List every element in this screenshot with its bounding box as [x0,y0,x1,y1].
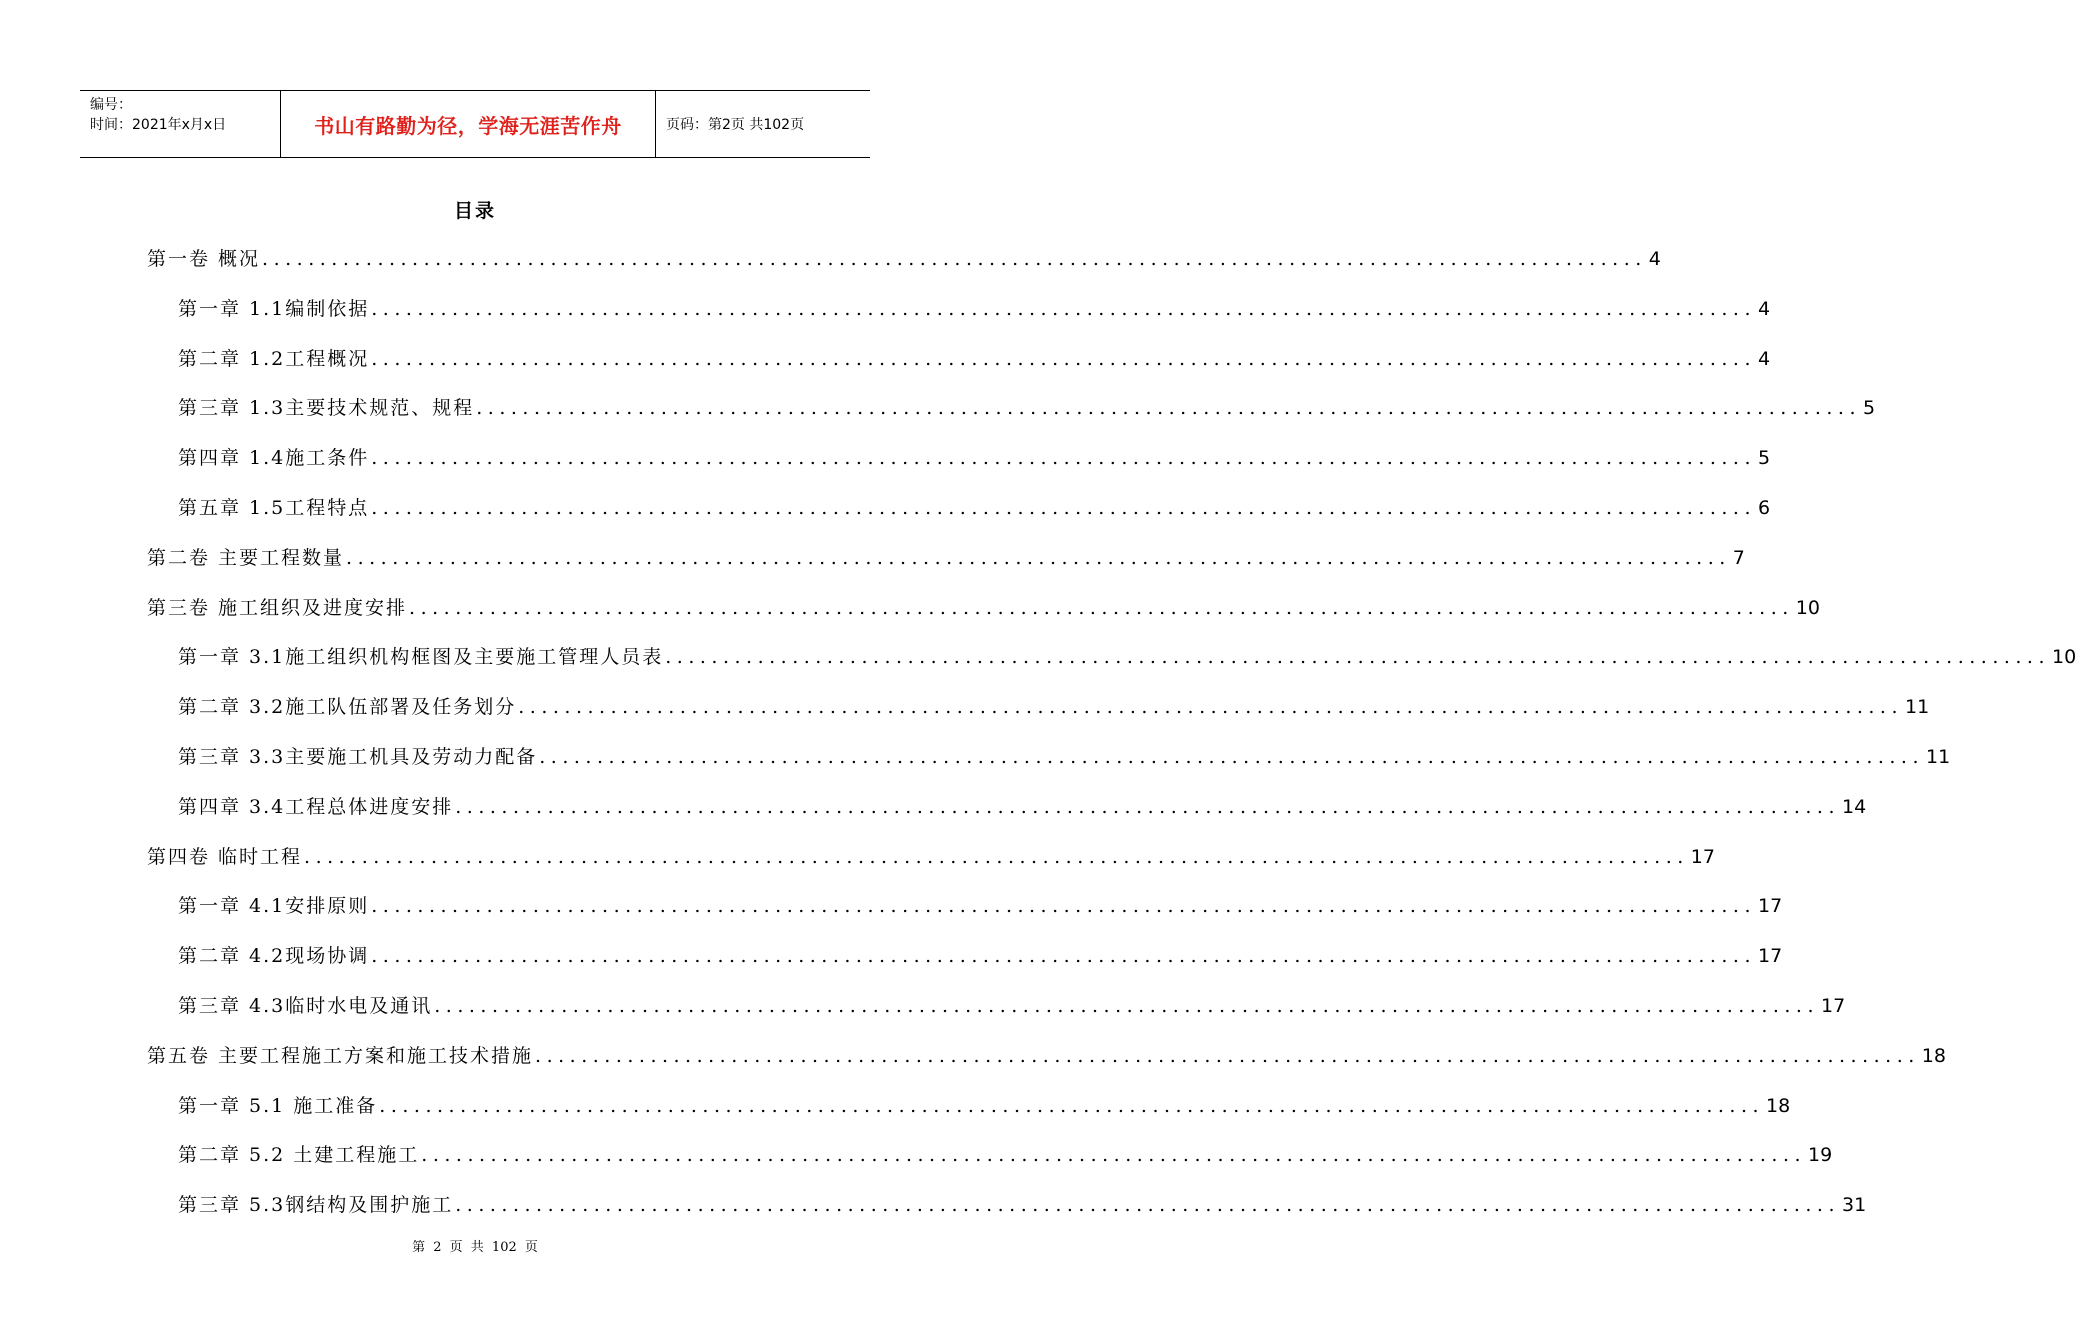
toc-entry[interactable] [178,1091,1791,1121]
toc-entry[interactable] [178,393,1876,423]
toc-dot-leader: ........................................................................................................................ [409,597,1794,619]
toc-entry-page: 6 [1758,497,1771,519]
toc-entry-page: 11 [1905,696,1930,718]
header-meta-cell [80,91,281,157]
toc-entry-page: 18 [1921,1045,1946,1067]
toc-entry-label: 第一章 4.1安排原则 [178,895,370,917]
toc-entry[interactable] [147,543,1745,573]
toc-dot-leader: ........................................................................................................................ [539,746,1925,768]
toc-entry-label: 第四章 3.4工程总体进度安排 [178,796,454,818]
toc-entry-page: 4 [1758,298,1771,320]
toc-entry[interactable] [178,344,1771,374]
toc-dot-leader: ........................................................................................................................ [346,547,1731,569]
page-footer: 第 2 页 共 102 页 [412,1240,538,1255]
toc-entry[interactable] [178,1190,1867,1220]
toc-dot-leader: ........................................................................................................................ [455,1194,1841,1216]
toc-entry[interactable] [147,842,1715,872]
toc-entry-page: 11 [1926,746,1951,768]
toc-entry-label: 第三卷 施工组织及进度安排 [147,597,408,619]
toc-entry-label: 第二章 5.2 土建工程施工 [178,1144,420,1166]
toc-entry-page: 10 [1795,597,1820,619]
toc-entry-label: 第一章 3.1施工组织机构框图及主要施工管理人员表 [178,646,664,668]
toc-dot-leader: ........................................................................................................................ [371,348,1757,370]
toc-dot-leader: ........................................................................................................................ [455,796,1841,818]
toc-entry[interactable] [178,941,1783,971]
header-motto: 书山有路勤为径，学海无涯苦作舟 [281,91,656,157]
toc-entry-page: 17 [1758,895,1783,917]
toc-dot-leader: ........................................................................................................................ [665,646,2051,668]
toc-entry-page: 7 [1732,547,1745,569]
toc-entry[interactable] [178,1140,1833,1170]
toc-dot-leader: ........................................................................................................................ [371,945,1757,967]
toc-entry-page: 17 [1821,995,1846,1017]
toc-entry[interactable] [178,742,1951,772]
toc-entry-page: 19 [1808,1144,1833,1166]
toc-dot-leader: ........................................................................................................................ [434,995,1820,1017]
toc-entry-label: 第三章 5.3钢结构及围护施工 [178,1194,454,1216]
toc-entry[interactable] [178,294,1771,324]
toc-entry-label: 第三章 4.3临时水电及通讯 [178,995,433,1017]
toc-dot-leader: ........................................................................................................................ [262,248,1647,270]
toc-entry-label: 第四章 1.4施工条件 [178,447,370,469]
toc-entry[interactable] [178,443,1771,473]
toc-entry-label: 第一卷 概况 [147,248,261,270]
toc-entry-label: 第二章 1.2工程概况 [178,348,370,370]
toc-entry-page: 14 [1842,796,1867,818]
toc-entry-label: 第一章 1.1编制依据 [178,298,370,320]
toc-entry-page: 10 [2052,646,2076,668]
toc-entry[interactable] [178,991,1846,1021]
toc-entry[interactable] [147,593,1820,623]
toc-entry-label: 第五卷 主要工程施工方案和施工技术措施 [147,1045,534,1067]
toc-entry-page: 31 [1842,1194,1867,1216]
toc-entry-page: 17 [1758,945,1783,967]
toc-entry-label: 第四卷 临时工程 [147,846,303,868]
toc-dot-leader: ........................................................................................................................ [421,1144,1807,1166]
page-header [80,90,870,158]
toc-dot-leader: ........................................................................................................................ [371,497,1757,519]
toc-dot-leader: ........................................................................................................................ [371,298,1757,320]
toc-entry-page: 4 [1758,348,1771,370]
toc-dot-leader: ........................................................................................................................ [371,895,1757,917]
toc-dot-leader: ........................................................................................................................ [371,447,1757,469]
toc-entry[interactable] [147,1041,1946,1071]
toc-entry-label: 第五章 1.5工程特点 [178,497,370,519]
toc-entry-page: 5 [1863,397,1876,419]
toc-dot-leader: ........................................................................................................................ [518,696,1904,718]
toc-dot-leader: ........................................................................................................................ [304,846,1689,868]
toc-entry[interactable] [178,891,1783,921]
toc-dot-leader: ........................................................................................................................ [379,1095,1765,1117]
toc-dot-leader: ........................................................................................................................ [476,397,1862,419]
toc-entry-page: 5 [1758,447,1771,469]
toc-entry[interactable] [178,642,2076,672]
toc-entry-label: 第一章 5.1 施工准备 [178,1095,378,1117]
toc-dot-leader: ........................................................................................................................ [535,1045,1920,1067]
document-time-label: 时间：2021年x月x日 [90,117,227,133]
toc-title: 目录 [453,200,496,222]
toc-entry[interactable] [178,792,1867,822]
toc-entry-page: 17 [1690,846,1715,868]
toc-entry-label: 第二章 4.2现场协调 [178,945,370,967]
toc-entry[interactable] [147,244,1661,274]
toc-entry-page: 18 [1766,1095,1791,1117]
toc-entry-label: 第三章 3.3主要施工机具及劳动力配备 [178,746,538,768]
header-page-info: 页码：第2页 共102页 [666,117,805,133]
toc-entry[interactable] [178,493,1771,523]
toc-entry-label: 第二卷 主要工程数量 [147,547,345,569]
document-number-label: 编号： [90,97,132,113]
toc-entry-page: 4 [1648,248,1661,270]
toc-entry-label: 第三章 1.3主要技术规范、规程 [178,397,475,419]
toc-entry[interactable] [178,692,1930,722]
toc-entry-label: 第二章 3.2施工队伍部署及任务划分 [178,696,517,718]
